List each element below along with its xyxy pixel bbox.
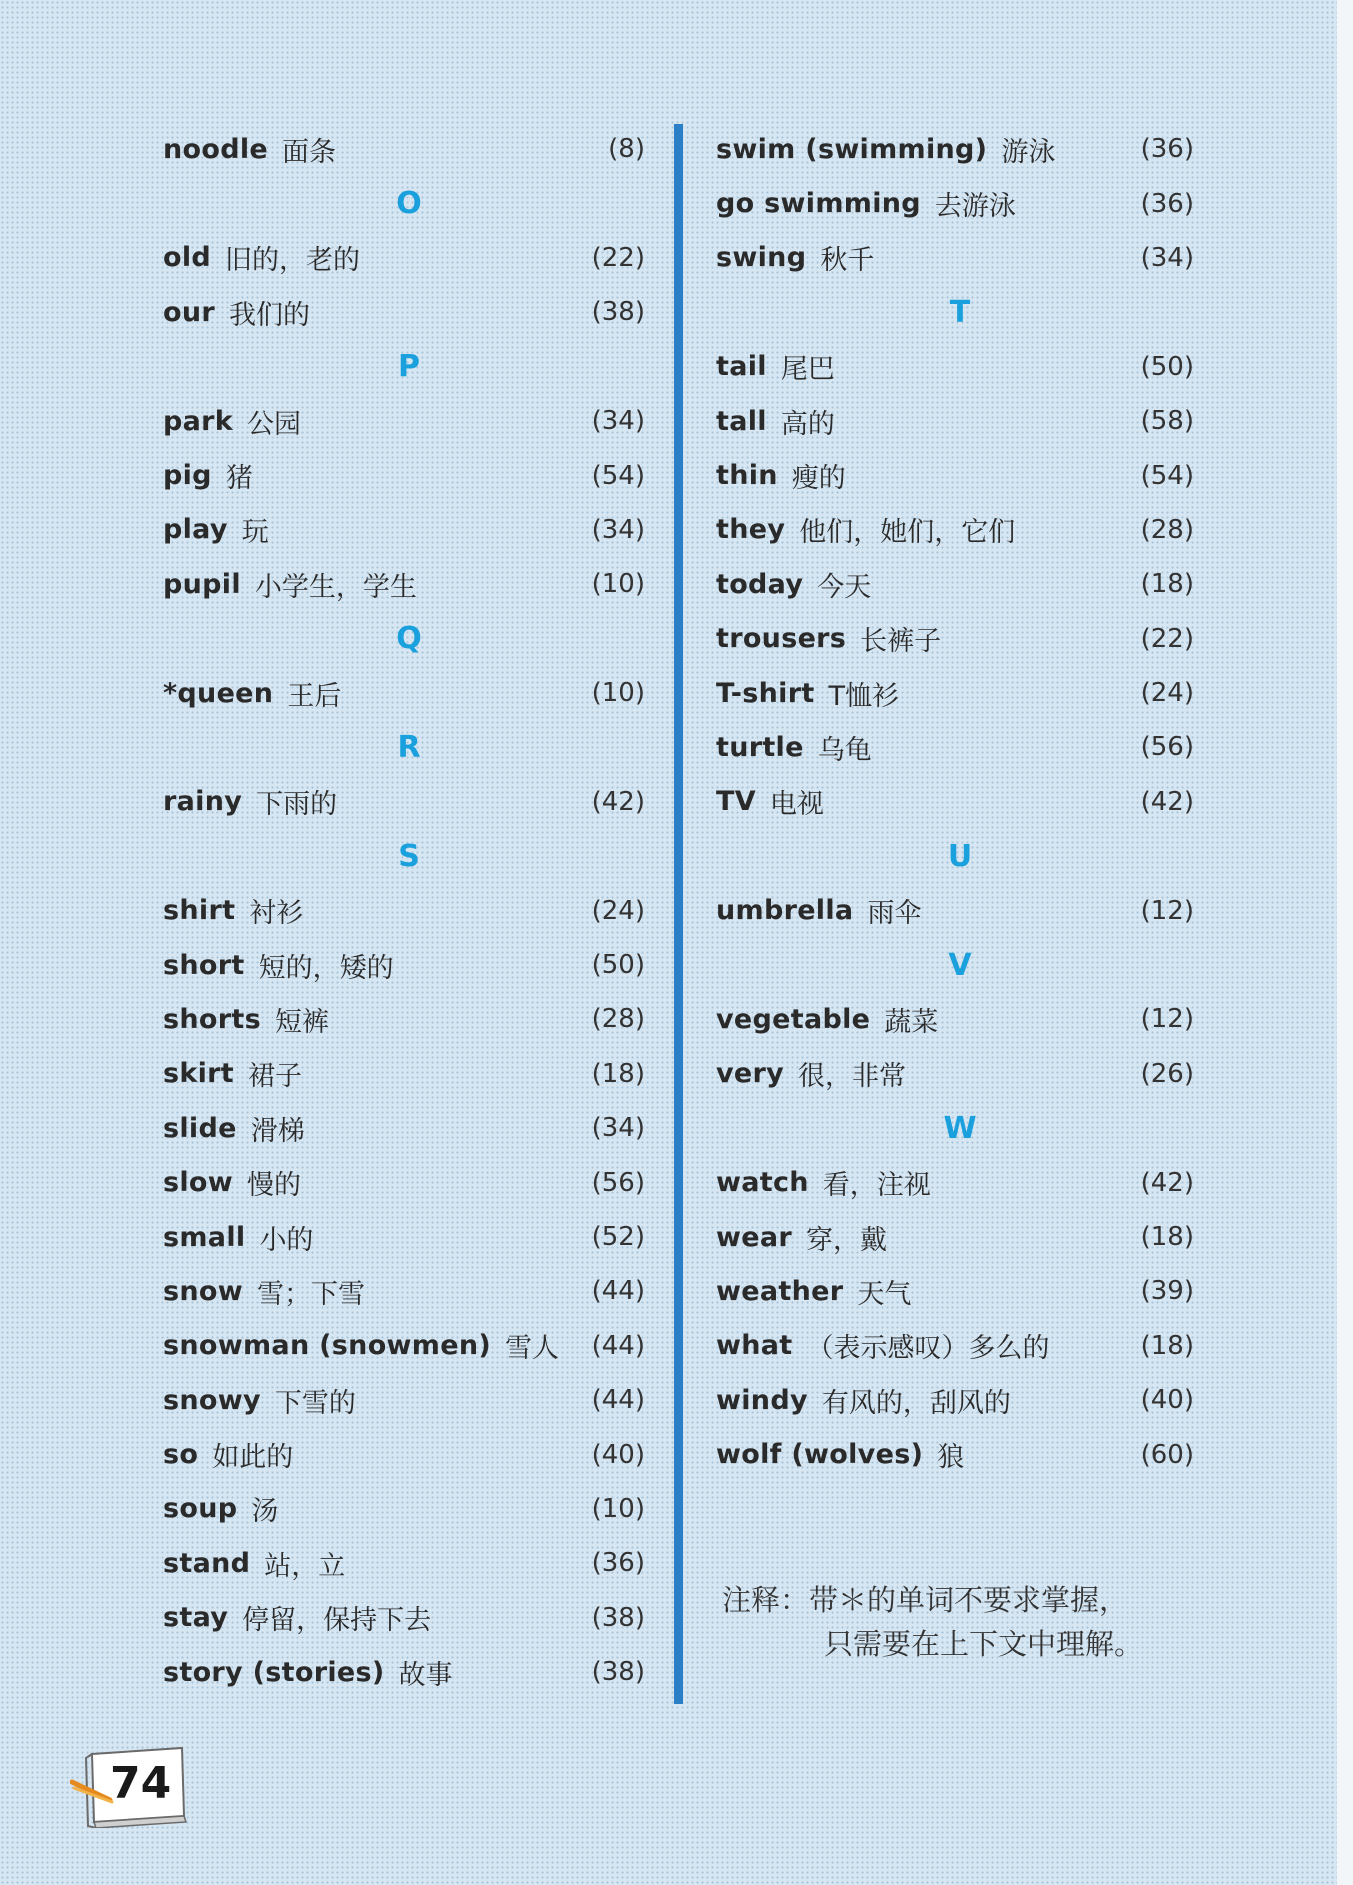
vocab-meaning: 如此的 [212,1442,294,1474]
vocab-entry [163,1101,645,1155]
vocab-page-ref: (52) [591,1222,645,1252]
vocab-meaning: 看，注视 [822,1170,931,1202]
vocab-page-ref: (42) [1140,1167,1194,1198]
vocab-entry [716,612,1194,666]
vocab-word: today [716,568,804,600]
vocab-word: snowy [163,1384,261,1416]
vocab-meaning: 小学生，学生 [254,571,417,603]
vocab-entry [163,448,645,502]
vocab-word: play [163,514,228,546]
vocab-meaning: 故事 [398,1659,453,1691]
vocab-meaning: 公园 [247,408,302,440]
left-column [163,122,645,1699]
vocab-word: story (stories) [163,1656,385,1688]
vocab-word: old [163,242,212,274]
vocab-page-ref: (40) [1140,1385,1194,1416]
vocab-entry [716,231,1194,285]
vocab-entry [716,883,1194,937]
vocab-page-ref: (28) [1140,514,1194,545]
vocab-word: slow [163,1167,234,1199]
vocab-page-ref: (36) [1140,134,1194,165]
vocab-word: noodle [163,133,269,165]
vocab-word: small [163,1221,246,1253]
vocab-meaning: 站，立 [264,1550,346,1582]
vocab-word: T-shirt [716,677,815,709]
vocab-page-ref: (34) [591,406,645,437]
vocab-meaning: 瘦的 [791,463,846,495]
vocab-page-ref: (40) [591,1439,645,1470]
vocab-page-ref: (38) [591,1657,645,1688]
letter-heading [716,829,1194,883]
vocab-meaning: 下雨的 [256,789,338,821]
vocab-entry [163,1155,645,1209]
vocab-word: tail [716,351,767,383]
footnote-line-2: 只需要在上下文中理解。 [824,1627,1144,1661]
vocab-page-ref: (54) [1140,460,1194,491]
vocab-entry [716,1155,1194,1209]
vocab-meaning: 滑梯 [250,1115,305,1147]
vocab-word: *queen [163,677,274,709]
vocab-entry [163,285,645,339]
letter-heading [716,938,1194,992]
vocab-page-ref: (44) [591,1276,645,1307]
vocab-entry [163,122,645,176]
vocab-meaning: 雪人 [505,1333,559,1365]
vocab-meaning: 短的，矮的 [258,952,394,984]
vocab-meaning: 玩 [241,517,269,549]
vocab-meaning: 他们，她们，它们 [799,517,1016,549]
vocab-meaning: 停留，保持下去 [242,1605,432,1637]
vocab-meaning: 面条 [282,136,337,168]
vocab-meaning: 慢的 [247,1170,302,1202]
vocab-page-ref: (28) [591,1004,645,1035]
page-number: 74 [110,1758,172,1809]
vocab-page-ref: (34) [1140,242,1194,273]
vocab-page-ref: (60) [1140,1439,1194,1470]
vocab-meaning: 下雪的 [274,1387,356,1419]
vocab-word: rainy [163,786,243,818]
vocab-entry [716,1373,1194,1427]
letter-heading-text: U [947,838,973,874]
letter-heading-text: P [398,349,420,385]
vocab-entry [163,1047,645,1101]
vocab-entry [716,176,1194,230]
vocab-meaning: T恤衫 [828,680,900,712]
vocab-page-ref: (26) [1140,1058,1194,1089]
vocab-entry [163,394,645,448]
vocab-word: pig [163,460,212,492]
vocab-meaning: 狼 [937,1442,965,1474]
vocab-page-ref: (10) [591,569,645,600]
vocab-meaning: 今天 [817,571,872,603]
vocab-word: skirt [163,1058,235,1090]
vocab-entry [163,1264,645,1318]
letter-heading-text: S [398,838,420,874]
vocab-word: short [163,949,245,981]
vocab-entry [163,1210,645,1264]
letter-heading-text: V [948,947,972,983]
vocab-page-ref: (42) [1140,786,1194,817]
column-divider [674,124,683,1704]
vocab-word: swing [716,242,807,274]
vocab-page-ref: (42) [591,786,645,817]
letter-heading-text: Q [396,621,422,657]
vocab-word: trousers [716,623,847,655]
vocab-entry [163,1482,645,1536]
vocab-entry [163,231,645,285]
vocab-page-ref: (50) [1140,351,1194,382]
letter-heading [163,829,645,883]
vocab-word: TV [716,786,756,818]
vocab-page-ref: (54) [591,460,645,491]
vocab-meaning: 长裤子 [860,626,942,658]
vocab-page-ref: (22) [1140,623,1194,654]
vocab-page-ref: (10) [591,678,645,709]
letter-heading-text: T [949,294,971,330]
vocab-meaning: 猪 [225,463,253,495]
vocab-page-ref: (12) [1140,895,1194,926]
vocab-meaning: 游泳 [1001,136,1056,168]
vocab-meaning: 天气 [857,1278,912,1310]
vocab-page-ref: (24) [1140,678,1194,709]
vocab-meaning: 裙子 [248,1061,303,1093]
letter-heading-text: W [943,1110,977,1146]
vocab-meaning: 高的 [780,408,835,440]
vocab-word: so [163,1439,199,1471]
vocab-word: watch [716,1167,809,1199]
vocab-page-ref: (22) [591,242,645,273]
vocab-page-ref: (58) [1140,406,1194,437]
vocab-word: weather [716,1275,844,1307]
vocab-word: wolf (wolves) [716,1439,924,1471]
vocab-page-ref: (18) [591,1058,645,1089]
vocab-entry [163,1645,645,1699]
vocab-page-ref: (8) [608,134,645,165]
vocab-page-ref: (18) [1140,1330,1194,1361]
vocab-entry [716,992,1194,1046]
vocab-page-ref: (56) [591,1167,645,1198]
vocab-word: windy [716,1384,808,1416]
vocab-page-ref: (18) [1140,1222,1194,1252]
vocab-page-ref: (38) [591,1602,645,1633]
vocab-meaning: 去游泳 [934,191,1016,223]
vocab-meaning: 尾巴 [780,354,835,386]
vocab-entry [716,1047,1194,1101]
letter-heading [163,176,645,230]
vocab-page-ref: (10) [591,1493,645,1524]
vocab-entry [163,1536,645,1590]
vocab-page-ref: (38) [591,297,645,328]
vocab-meaning: 衬衫 [249,898,304,930]
vocab-word: go swimming [716,188,921,220]
vocab-meaning: 电视 [769,789,824,821]
vocab-entry [716,775,1194,829]
vocab-entry [163,992,645,1046]
vocab-word: umbrella [716,895,854,927]
vocab-entry [716,1210,1194,1264]
vocab-meaning: 短裤 [274,1006,329,1038]
footnote [722,1578,1202,1666]
vocab-entry [163,1591,645,1645]
vocab-meaning: （表示感叹）多么的 [806,1333,1050,1365]
vocab-word: what [716,1330,793,1362]
vocab-meaning: 旧的，老的 [225,245,361,277]
page-number-badge [70,1742,188,1828]
right-column [716,122,1194,1482]
vocab-entry [716,720,1194,774]
vocab-entry [716,557,1194,611]
vocab-entry [716,448,1194,502]
vocab-meaning: 雨伞 [867,898,922,930]
vocab-page-ref: (44) [591,1385,645,1416]
vocab-entry [716,122,1194,176]
vocab-word: stand [163,1547,251,1579]
vocab-entry [163,775,645,829]
vocab-entry [716,1427,1194,1481]
vocab-page-ref: (18) [1140,569,1194,600]
vocab-entry [163,503,645,557]
vocab-page-ref: (44) [591,1330,645,1361]
vocab-meaning: 很，非常 [798,1061,907,1093]
vocab-entry [716,340,1194,394]
vocab-word: snowman (snowmen) [163,1330,491,1362]
vocab-word: vegetable [716,1003,871,1035]
vocab-page-ref: (39) [1140,1276,1194,1307]
letter-heading-text: R [397,729,421,765]
vocab-page-ref: (50) [591,950,645,981]
vocab-word: park [163,405,234,437]
vocab-page-ref: (34) [591,514,645,545]
vocab-word: shirt [163,895,236,927]
vocab-page-ref: (56) [1140,732,1194,763]
vocab-page-ref: (34) [591,1113,645,1144]
vocab-word: snow [163,1275,243,1307]
vocab-page-ref: (24) [591,895,645,926]
vocab-word: tall [716,405,767,437]
letter-heading [163,340,645,394]
vocab-entry [163,938,645,992]
vocab-word: shorts [163,1003,261,1035]
vocab-entry [163,1319,645,1373]
vocab-word: stay [163,1602,229,1634]
vocab-meaning: 小的 [259,1224,314,1256]
vocab-meaning: 我们的 [229,299,310,331]
vocab-meaning: 王后 [287,680,342,712]
letter-heading [163,612,645,666]
vocab-entry [716,1319,1194,1373]
vocab-word: our [163,296,215,328]
vocab-page-ref: (36) [1140,188,1194,219]
vocab-entry [163,1427,645,1481]
vocab-meaning: 穿，戴 [806,1224,887,1256]
vocab-word: swim (swimming) [716,133,988,165]
vocab-entry [716,503,1194,557]
vocab-word: wear [716,1221,792,1253]
vocab-entry [716,394,1194,448]
vocab-entry [716,666,1194,720]
vocab-word: soup [163,1493,238,1525]
letter-heading-text: O [396,186,422,222]
footnote-line-1: 注释：带＊的单词不要求掌握， [722,1583,1129,1617]
letter-heading [716,1101,1194,1155]
vocab-entry [716,1264,1194,1318]
vocab-page-ref: (36) [591,1548,645,1579]
vocab-entry [163,1373,645,1427]
page-edge [1337,0,1353,1885]
vocab-meaning: 乌龟 [817,734,872,766]
letter-heading [716,285,1194,339]
vocab-meaning: 汤 [251,1496,279,1528]
vocab-entry [163,883,645,937]
vocab-word: they [716,514,786,546]
vocab-word: thin [716,460,778,492]
letter-heading [163,720,645,774]
vocab-meaning: 雪；下雪 [257,1278,365,1310]
vocab-meaning: 有风的，刮风的 [821,1387,1011,1419]
vocab-meaning: 蔬菜 [884,1006,939,1038]
vocab-word: turtle [716,731,804,763]
vocab-meaning: 秋千 [820,245,875,277]
vocab-word: very [716,1058,785,1090]
vocab-entry [163,666,645,720]
vocab-page-ref: (12) [1140,1004,1194,1035]
vocab-entry [163,557,645,611]
vocab-word: pupil [163,568,241,600]
vocab-word: slide [163,1112,237,1144]
